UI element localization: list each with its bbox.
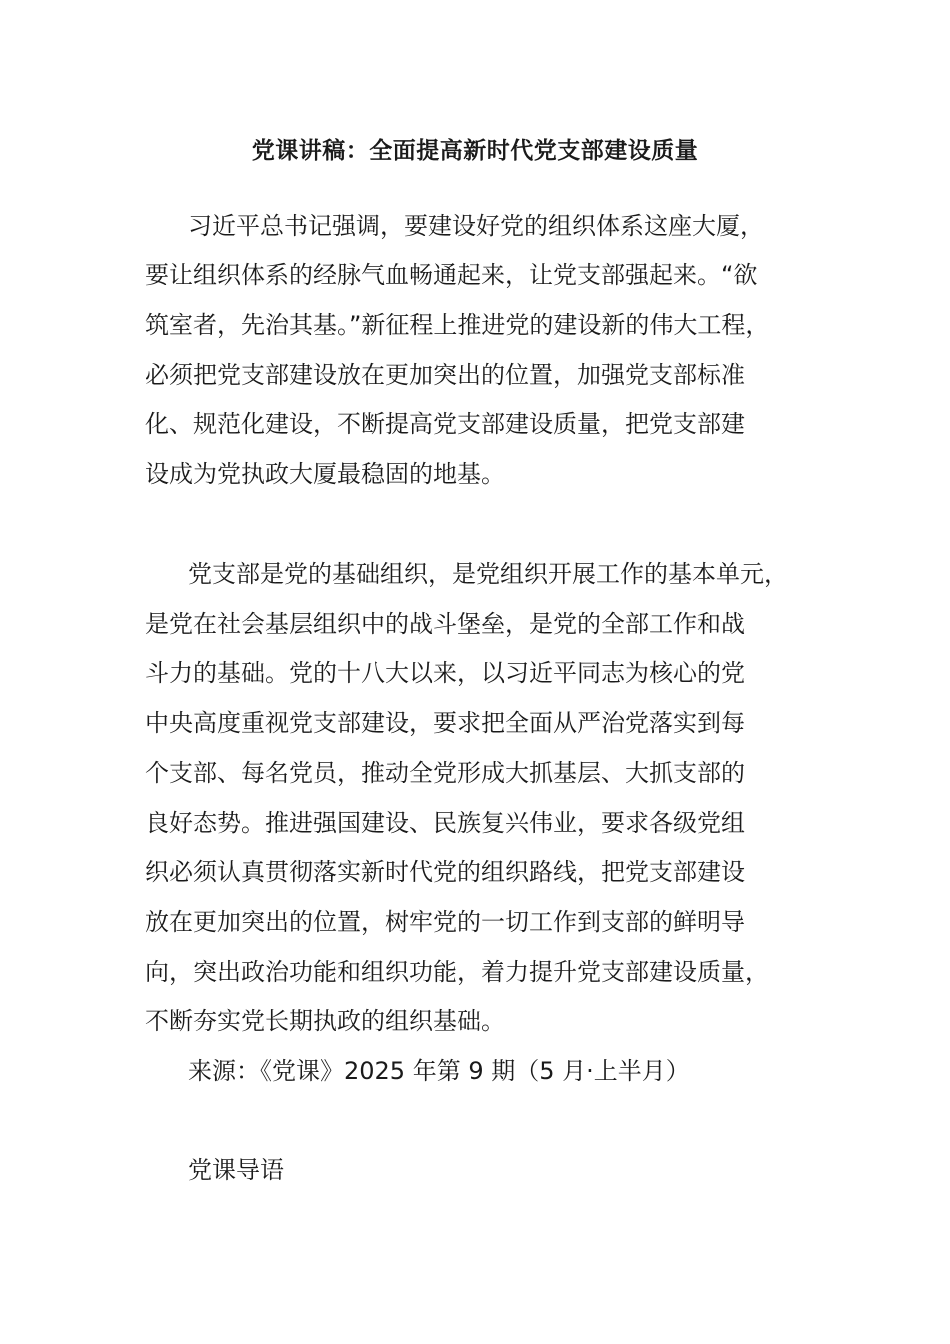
paragraph2-line: 不断夯实党长期执政的组织基础。: [145, 1007, 505, 1035]
paragraph2-line: 斗力的基础。党的十八大以来，以习近平同志为核心的党: [145, 659, 745, 687]
paragraph2-line: 向，突出政治功能和组织功能，着力提升党支部建设质量，: [145, 958, 769, 986]
paragraph2-line: 个支部、每名党员，推动全党形成大抓基层、大抓支部的: [145, 759, 745, 787]
section-heading: 党课导语: [188, 1156, 284, 1184]
paragraph2-line: 是党在社会基层组织中的战斗堡垒，是党的全部工作和战: [145, 610, 745, 638]
paragraph1-line: 设成为党执政大厦最稳固的地基。: [145, 460, 505, 488]
paragraph2-line: 良好态势。推进强国建设、民族复兴伟业，要求各级党组: [145, 809, 745, 837]
paragraph2-line: 党支部是党的基础组织，是党组织开展工作的基本单元，: [188, 560, 788, 588]
paragraph2-line: 放在更加突出的位置，树牢党的一切工作到支部的鲜明导: [145, 908, 745, 936]
source-line: 来源：《党课》2025 年第 9 期（5 月·上半月）: [188, 1057, 690, 1085]
paragraph2-line: 织必须认真贯彻落实新时代党的组织路线，把党支部建设: [145, 858, 745, 886]
paragraph1-line: 习近平总书记强调，要建设好党的组织体系这座大厦，: [188, 212, 764, 240]
paragraph1-line: 必须把党支部建设放在更加突出的位置，加强党支部标准: [145, 361, 745, 389]
paragraph2-line: 中央高度重视党支部建设，要求把全面从严治党落实到每: [145, 709, 745, 737]
paragraph1-line: 化、规范化建设，不断提高党支部建设质量，把党支部建: [145, 410, 745, 438]
document-title: 党课讲稿：全面提高新时代党支部建设质量: [251, 138, 699, 164]
paragraph1-line: 要让组织体系的经脉气血畅通起来，让党支部强起来。“欲: [145, 261, 758, 289]
paragraph1-line: 筑室者，先治其基。”新征程上推进党的建设新的伟大工程，: [145, 311, 770, 339]
